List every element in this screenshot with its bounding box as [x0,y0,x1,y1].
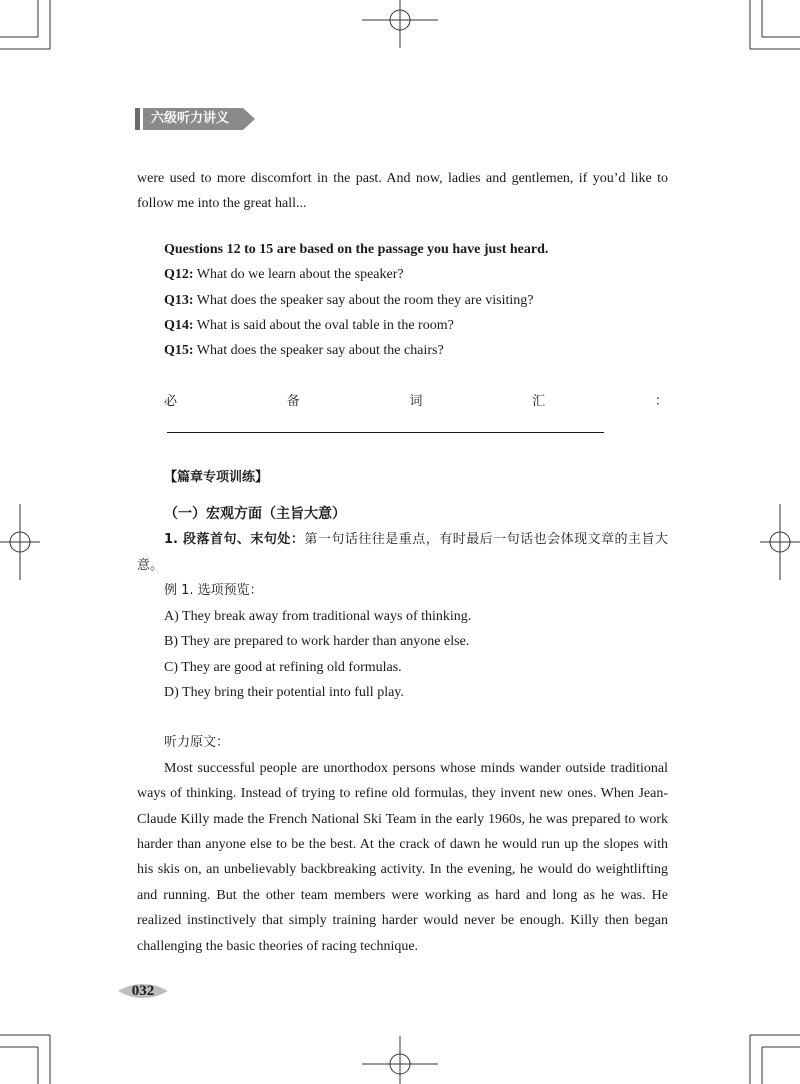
question-text: What do we learn about the speaker? [193,267,404,283]
option-c: C) They are good at refining old formulas. [164,659,402,675]
header-bar [135,108,140,130]
point-1-label: 1. 段落首句、末句处： [164,532,305,548]
page-body [137,166,668,959]
question-number: Q13: [164,292,194,308]
running-header [135,107,243,131]
option-d: D) They bring their potential into full play. [164,684,404,700]
section-title: 【篇章专项训练】 [164,469,269,485]
question-text: What does the speaker say about the chairs? [193,343,444,359]
question-item [164,288,668,313]
point-1 [137,527,668,578]
question-text: What does the speaker say about the room they are visiting? [193,292,534,308]
question-item [164,338,668,363]
transcript-label: 听力原文： [164,735,230,751]
question-number: Q12: [164,267,194,283]
questions-block [137,237,668,364]
vocab-blank-line [167,416,604,433]
option-a: A) They break away from traditional ways of thinking. [164,608,472,624]
question-item [164,262,668,287]
passage-end: were used to more discomfort in the past. And now, ladies and gentlemen, if you’d like to follow me into the great hall... [137,171,668,212]
page-number-text: 032 [131,983,155,999]
question-number: Q14: [164,318,194,334]
vocab-row [137,389,668,440]
header-label: 六级听力讲义 [143,108,243,130]
question-item [164,313,668,338]
transcript-text: Most successful people are unorthodox persons whose minds wander outside traditional ways of thinking. Instead of trying to refine old formulas, they invent new ones. When Jean-Claude Killy made the French National Ski Team in the early 1960s, he was prepared to work harder than anyone else to be the best. At the crack of dawn he would run up the slopes with his skis on, an unbelievably backbreaking activity. In the evening, he would do weightlifting and running. But the other team members were working as hard and long as he was. He realized instinctively that simply training harder would never be enough. Killy then began challenging the basic theories of racing technique. [137,760,668,954]
page-number [118,980,168,1002]
questions-heading: Questions 12 to 15 are based on the passage you have just heard. [164,241,549,257]
option-b: B) They are prepared to work harder than anyone else. [164,634,470,650]
example-label: 例 1. 选项预览： [164,583,263,599]
vocab-label: 必备词汇： [164,393,668,409]
question-text: What is said about the oval table in the room? [193,318,454,334]
point-1-text: 第一句话往往是重点，有时最后一句话也会体现文章的主旨大意。 [137,532,668,573]
question-number: Q15: [164,343,194,359]
subsection-title: （一）宏观方面（主旨大意） [164,506,346,523]
